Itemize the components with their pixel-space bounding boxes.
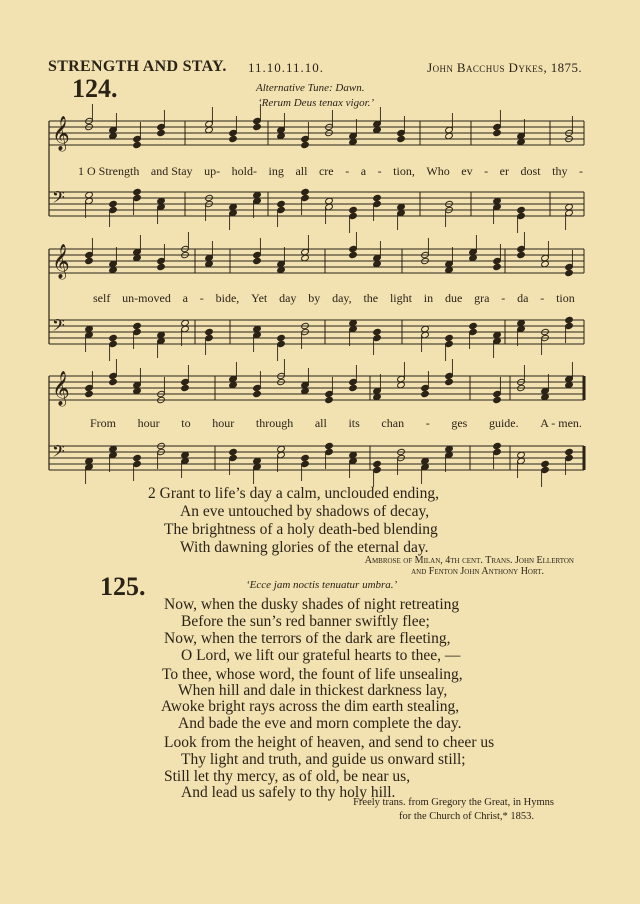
lyric-syllable: ing [268,164,284,178]
lyric-syllable: due [444,291,463,305]
notehead [493,263,502,270]
notehead [229,135,238,142]
bass-clef: 𝄢 [52,441,65,465]
notehead [565,269,574,276]
notehead [253,390,262,397]
treble-clef: 𝄞 [52,371,70,406]
lyric-syllable: all [295,164,308,178]
notehead [133,188,142,195]
verse-line: O Lord, we lift our grateful hearts to thee, — [181,647,461,664]
lyric-syllable: - [484,164,489,178]
notehead [445,378,454,385]
lyric-syllable: and Stay [150,164,193,178]
verse-line: When hill and dale in thickest darkness lay, [178,682,448,699]
verse-line: To thee, whose word, the fount of life unsealing, [162,666,463,683]
lyric-syllable: self [93,291,111,305]
attribution-125-line-1: Freely trans. from Gregory the Great, in Hymns [353,797,554,808]
lyric-syllable: 1 O Strength [78,164,140,178]
attribution-124-line-2: and Fenton John Anthony Hort. [411,566,544,577]
lyric-syllable: thy [552,164,568,178]
notehead [181,384,190,391]
lyric-syllable: ev [461,164,473,178]
verse-line: And bade the eve and morn complete the day. [178,715,462,732]
lyric-syllable: light [389,291,412,305]
lyric-syllable: un-moved [122,291,171,305]
lyric-syllable: hold- [231,164,257,178]
hymn-number-124: 124. [72,74,118,103]
bass-clef: 𝄢 [52,315,65,339]
attribution-125-line-2: for the Church of Christ,* 1853. [398,811,534,822]
notehead [277,334,286,341]
notehead [517,251,526,258]
notehead [253,123,262,130]
lyric-syllable: all [314,416,327,430]
lyric-syllable: up- [204,164,221,178]
verse-line: Still let thy mercy, as of old, be near us, [164,768,411,785]
notehead [349,206,358,213]
attribution-124-line-1: Ambrose of Milan, 4th cent. Trans. John Ellerton [364,555,574,566]
notehead [397,135,406,142]
treble-clef: 𝄞 [52,244,70,279]
bass-clef: 𝄢 [52,187,65,211]
meter: 11.10.11.10. [248,60,325,75]
notehead [325,396,334,403]
notehead [85,390,94,397]
lyric-syllable: - [501,291,506,305]
notehead [493,129,502,136]
verse-line: Thy light and truth, and guide us onward still; [181,751,466,768]
lyric-syllable: day, [332,291,352,305]
lyric-line-1 [78,164,583,179]
notehead [301,141,310,148]
notehead [349,251,358,258]
notehead [541,460,550,467]
alternative-tune: Alternative Tune: Dawn. [256,82,365,94]
notehead [301,188,310,195]
notehead [517,206,526,213]
notehead [85,257,94,264]
lyric-syllable: - [345,164,350,178]
lyric-syllable: by [308,291,321,305]
verse-2-line-3: The brightness of a holy death-bed blending [164,521,438,538]
notehead [373,194,382,201]
lyric-syllable: through [255,416,294,430]
lyric-syllable: a [360,164,367,178]
notehead [421,390,430,397]
verse-line: Now, when the terrors of the dark are fleeting, [164,630,451,647]
lyric-syllable: - [425,416,430,430]
verse-2-line-4: With dawning glories of the eternal day. [180,539,429,556]
notehead [205,328,214,335]
lyric-syllable: A - men. [540,416,582,430]
notehead [325,442,334,449]
lyric-syllable: From [90,416,117,430]
hymn-number-125: 125. [100,572,146,601]
lyric-syllable: its [348,416,360,430]
tune-title: STRENGTH AND STAY. [48,58,227,75]
lyric-syllable: Who [426,164,450,178]
lyric-syllable: bide, [215,291,240,305]
treble-clef: 𝄞 [52,116,70,151]
notehead [469,322,478,329]
lyric-syllable: gra [474,291,490,305]
lyric-line-3 [90,416,582,431]
lyric-syllable: cre [318,164,334,178]
notehead [565,448,574,455]
lyric-line-2 [93,291,575,306]
notehead [253,257,262,264]
lyric-syllable: - [377,164,382,178]
verse-line: Before the sun’s red banner swiftly flee; [181,613,430,630]
lyric-syllable: tion, [393,164,415,178]
latin-incipit-125: ‘Ecce jam noctis tenuatur umbra.’ [246,579,398,591]
notehead [277,200,286,207]
verse-2-line-2: An eve untouched by shadows of decay, [180,503,430,520]
notehead [157,129,166,136]
notehead [349,384,358,391]
lyric-syllable: tion [556,291,575,305]
lyric-syllable: er [499,164,509,178]
lyric-syllable: a [182,291,188,305]
notehead [109,378,118,385]
verse-line: Awoke bright rays across the dim earth stealing, [161,698,460,715]
lyric-syllable: da [517,291,529,305]
latin-incipit-124: ‘Rerum Deus tenax vigor.’ [258,97,375,109]
notehead [301,454,310,461]
lyric-syllable: to [181,416,191,430]
notehead [493,442,502,449]
lyric-syllable: the [363,291,379,305]
notehead [373,328,382,335]
lyric-syllable: chan [381,416,405,430]
lyric-syllable: - [579,164,583,178]
notehead [229,448,238,455]
notehead [493,396,502,403]
notehead [109,334,118,341]
verse-2-line-1: 2 Grant to life’s day a calm, unclouded ending, [148,485,439,502]
lyric-syllable: hour [212,416,235,430]
notehead [109,200,118,207]
lyric-syllable: - [540,291,545,305]
notehead [157,263,166,270]
verse-line: And lead us safely to thy holy hill. [181,784,396,801]
lyric-syllable: hour [137,416,160,430]
lyric-syllable: dost [520,164,541,178]
lyric-syllable: Yet [251,291,268,305]
lyric-syllable: - [199,291,204,305]
verse-line: Look from the height of heaven, and send to cheer us [164,734,495,751]
lyric-syllable: day [279,291,297,305]
notehead [373,460,382,467]
lyric-syllable: guide. [488,416,519,430]
verse-line: Now, when the dusky shades of night retreating [164,596,460,613]
lyric-syllable: ges [451,416,468,430]
notehead [133,141,142,148]
composer: John Bacchus Dykes, 1875. [427,60,582,75]
notehead [565,316,574,323]
notehead [445,334,454,341]
lyric-syllable: in [423,291,434,305]
notehead [133,322,142,329]
notehead [133,454,142,461]
